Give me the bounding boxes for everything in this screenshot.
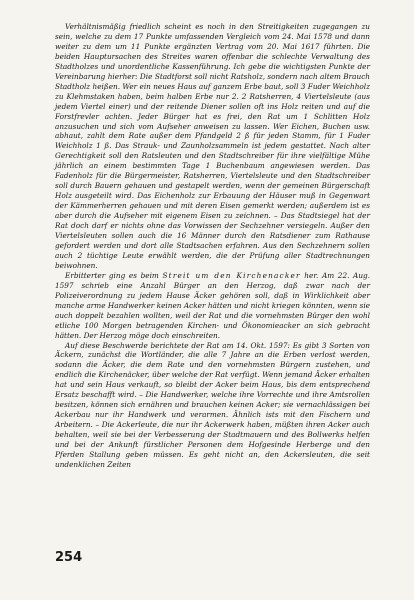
paragraph-forest-dispute — [55, 22, 370, 271]
paragraph-text: her. Am 22. Aug. 1597 schrieb eine Anzahl Bürger an den Herzog, daß zwar nach der Polizeiverordnung zu jedem Hause Äcker gehören soll, daß in Wirklichkeit aber manche arme Handwerker keinen Acker hätten und nicht kriegen könnten, wenn sie auch doppelt bezahlen wollten, weil der Rat und die vornehmsten Bürger den wohl etliche 100 Morgen betragenden Kirchen- und Ökonomieacker an sich gebracht hätten. Der Herzog möge doch einschreiten. — [55, 270, 371, 340]
page-number: 254 — [55, 550, 83, 565]
text-body — [55, 22, 370, 470]
paragraph-church-field-dispute — [55, 271, 370, 341]
paragraph-text: Erbitterter ging es beim — [65, 270, 163, 280]
paragraph-text: Auf diese Beschwerde berichtete der Rat am 14. Okt. 1597: Es gibt 3 Sorten von Äckern, zunächst die Wortländer, die alle 7 Jahre an die Erben verlost werden, sodann die Äcker, die dem Rate und den vornehmsten Bürgern zustehen, und endlich die Kirchenäcker, über welche der Rat verfügt. Wenn jemand Äcker erhalten hat und sein Haus verkauft, so bleibt der Acker beim Haus, bis dem entsprechend Ersatz beschafft wird. – Die Handwerker, welche ihre Vorrechte und ihre Amtsrollen besitzen, können sich ernähren und brauchen keinen Acker; sie vernachlässigen bei Ackerbau nur ihr Handwerk und verarmen. Ähnlich ists mit den Fischern und Arbeitern. – Die Ackerleute, die nur ihr Ackerwerk haben, müßten ihren Acker auch behalten, weil sie bei der Verbesserung der Stadtmauern und des Bollwerks helfen und bei der Ankunft fürstlicher Personen dem Hofgesinde Herberge und den Pferden Stallung geben müssen. Es geht nicht an, den Ackersleuten, die seit undenklichen Zeiten — [55, 340, 370, 469]
paragraph-text: Verhältnismäßig friedlich scheint es noch in den Streitigkeiten zugegangen zu sein, welche zu dem 17 Punkte umfassenden Vergleich vom 24. Mai 1578 und dann weiter zu dem um 11 Punkte ergänzten Vertrag vom 20. Mai 1617 führten. Die beiden Hauptursachen des Streites waren offenbar die schlechte Verwaltung des Stadtholzes und unordentliche Kassenführung. Ich gebe die wichtigsten Punkte der Vereinbarung hierher: Die Stadtforst soll nicht Ratsholz, sondern nach altem Brauch Stadtholz heißen. Wer ein neues Haus auf ganzem Erbe baut, soll 3 Fuder Weichholz zu Klehmstaken haben, beim halben Erbe nur 2. 2 Ratsherren, 4 Viertelsleute (aus jedem Viertel einer) und der reitende Diener sollen oft ins Holz reiten und auf die Forstfrevler achten. Jeder Bürger hat es frei, den Rat um 1 Schlitten Holz anzusuchen und sich vom Aufseher anweisen zu lassen. Wer Eichen, Buchen usw. abhaut, zahlt dem Rate außer dem Pfandgeld 2 ß für jeden Stamm, für 1 Fuder Weichholz 1 ß. Das Strauk- und Zaunholzsammeln ist jedem gestattet. Nach alter Gerechtigkeit soll den Ratsleuten und den Stadtschreiber für ihre vielfältige Mühe jährlich an einem bestimmten Tage 1 Buchenbaum angewiesen werden. Das Fadenholz für die Bürgermeister, Ratsherren, Viertelsleute und den Stadtschreiber soll durch Bauern gehauen und gestapelt werden, wenn der gemeinen Bürgerschaft Holz ausgeteilt wird. Das Eichenholz zur Erbauung der Häuser muß in Gegenwart der Kämmerherren gehauen und mit deren Eisen gemerkt werden; außerdem ist es aber durch die Aufseher mit eigenem Eisen zu zeichnen. – Das Stadtsiegel hat der Rat doch darf er nichts ohne das Vorwissen der Sechzehner versiegeln. Außer den Viertelsleuten sollen auch die 16 Männer durch den Ratsdiener zum Rathause gefordert werden und dort alle Stadtsachen erfahren. Aus den Sechzehnern sollen auch 2 tüchtige Leute erwählt werden, die der Prüfung aller Stadtrechnungen beiwohnen. — [55, 22, 370, 270]
spaced-emphasis: Streit um den Kirchenacker — [162, 270, 301, 280]
paragraph-council-report — [55, 341, 370, 470]
